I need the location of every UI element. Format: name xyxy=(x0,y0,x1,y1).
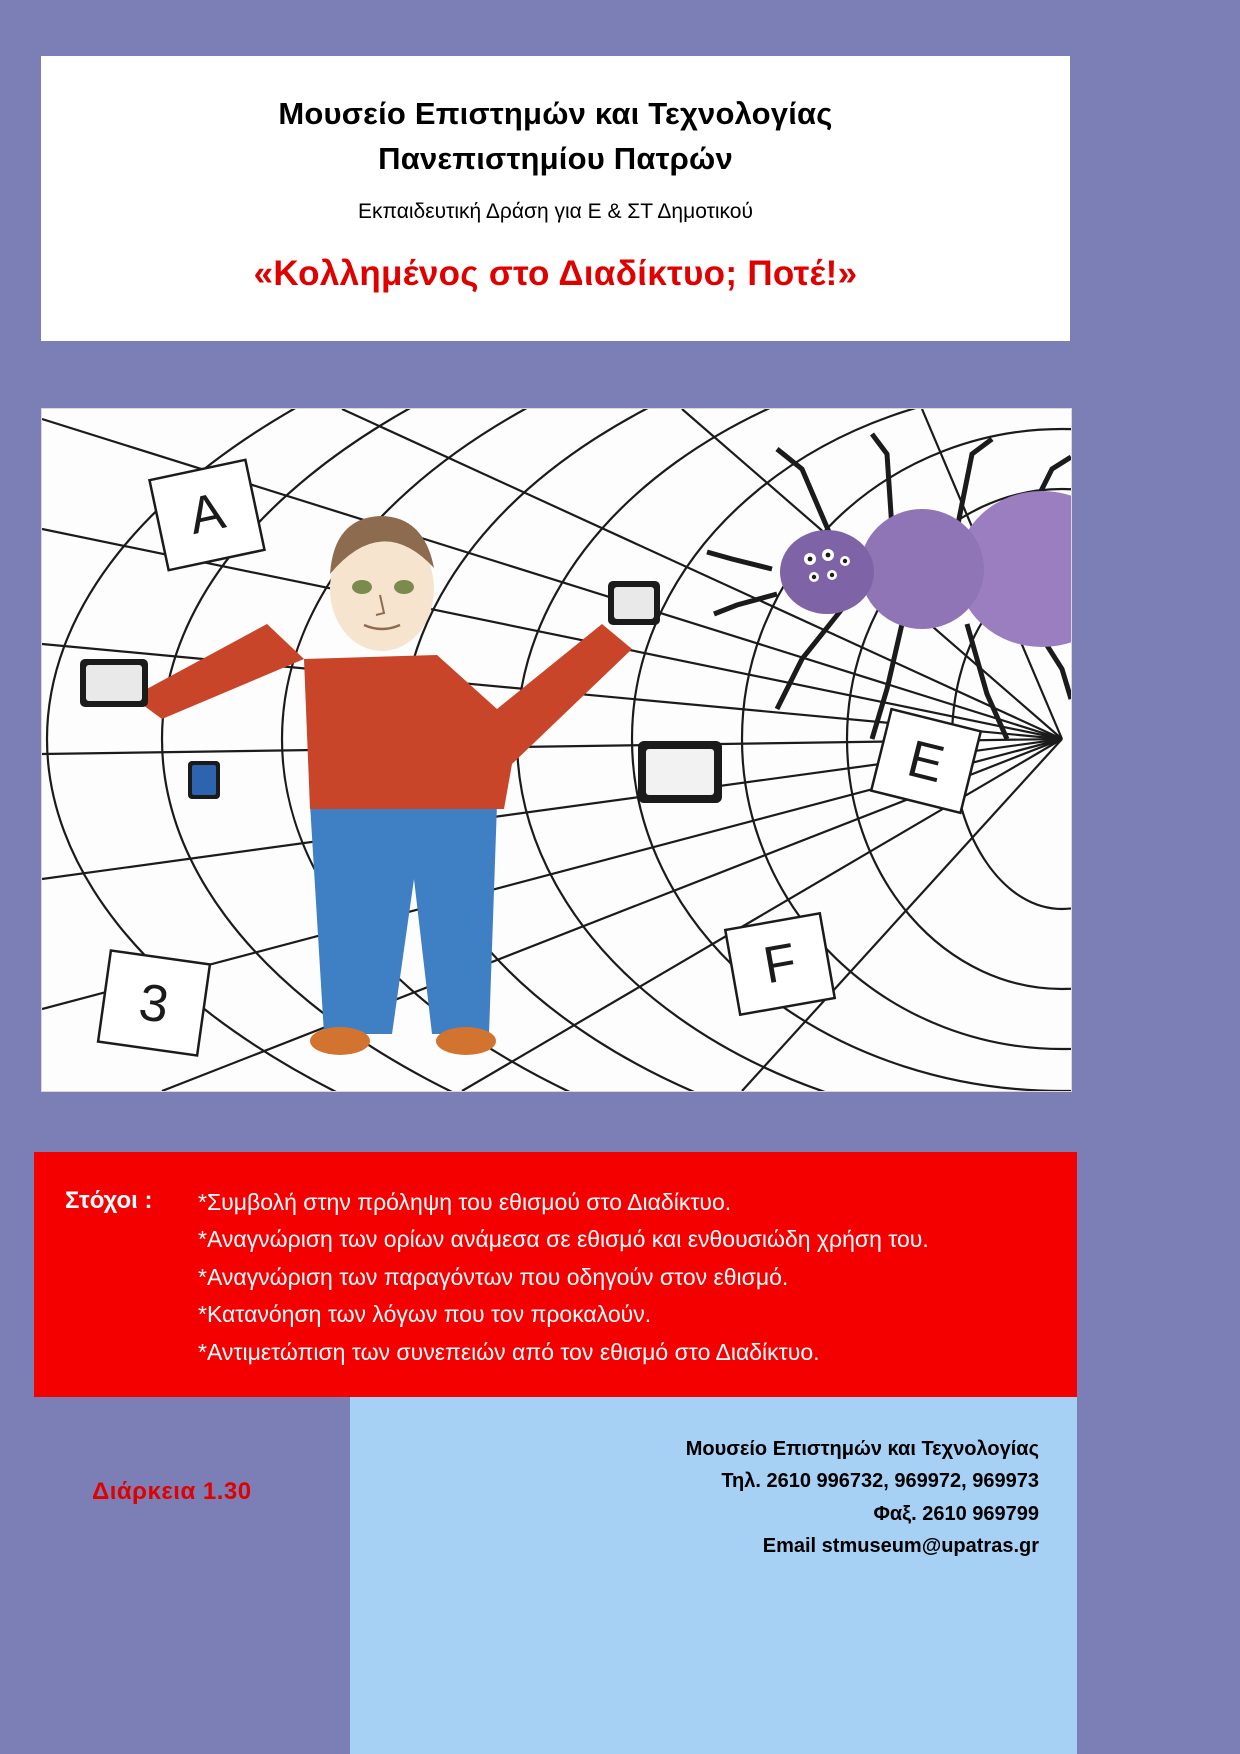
contact-email: Email stmuseum@upatras.gr xyxy=(762,1535,1039,1558)
goals-box xyxy=(34,1152,1077,1397)
activity-headline: «Κολλημένος στο Διαδίκτυο; Ποτέ!» xyxy=(253,254,858,293)
contact-box xyxy=(350,1397,1077,1754)
goal-item: *Αναγνώριση των ορίων ανάμεσα σε εθισμό και ενθουσιώδη χρήση του. xyxy=(198,1226,929,1253)
child-in-spiderweb-drawing xyxy=(42,409,1071,1091)
illustration-frame xyxy=(41,408,1072,1092)
svg-text:A: A xyxy=(183,482,230,546)
svg-text:3: 3 xyxy=(135,973,173,1035)
goal-item: *Αναγνώριση των παραγόντων που οδηγούν στον εθισμό. xyxy=(198,1263,789,1290)
goals-label: Στόχοι : xyxy=(65,1187,153,1214)
goal-item: *Συμβολή στην πρόληψη του εθισμού στο Διαδίκτυο. xyxy=(198,1189,732,1215)
header-panel xyxy=(41,56,1070,341)
museum-title-line1: Μουσείο Επιστημών και Τεχνολογίας xyxy=(278,96,833,131)
svg-text:F: F xyxy=(759,932,801,996)
contact-fax: Φαξ. 2610 969799 xyxy=(873,1502,1039,1525)
goal-item: *Κατανόηση των λόγων που τον προκαλούν. xyxy=(198,1301,652,1328)
svg-text:E: E xyxy=(901,729,950,795)
museum-title-line2: Πανεπιστημίου Πατρών xyxy=(378,141,733,176)
duration-label: Διάρκεια 1.30 xyxy=(92,1478,252,1505)
goals-list xyxy=(198,1184,1057,1371)
goal-item: *Αντιμετώπιση των συνεπειών από τον εθισμό στο Διαδίκτυο. xyxy=(198,1338,820,1365)
contact-phone: Τηλ. 2610 996732, 969972, 969973 xyxy=(721,1470,1039,1493)
contact-museum-name: Μουσείο Επιστημών και Τεχνολογίας xyxy=(685,1438,1039,1460)
activity-subtitle: Εκπαιδευτική Δράση για Ε & ΣΤ Δημοτικού xyxy=(358,200,753,223)
